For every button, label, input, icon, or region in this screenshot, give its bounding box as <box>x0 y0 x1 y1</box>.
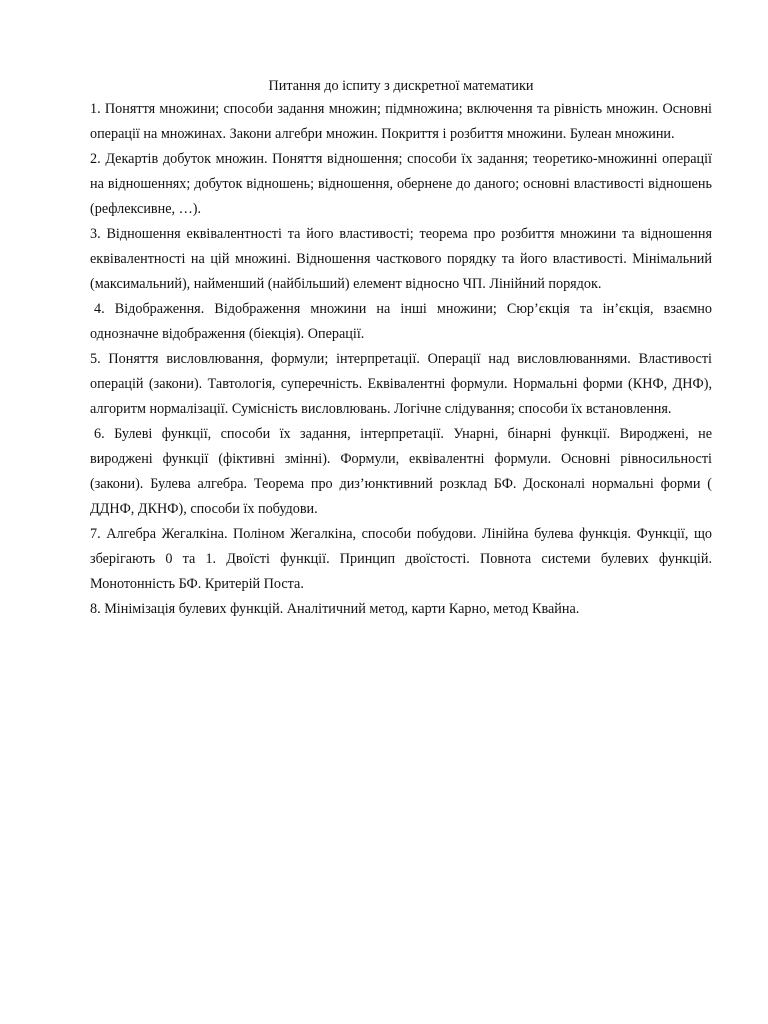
question-6: 6. Булеві функції, способи їх задання, інтерпретації. Унарні, бінарні функції. Вироджені, не вироджені функції (фіктивні змінні). Формули, еквівалентні формули. Основні рівносильності (закони). Булева алгебра. Теорема про диз’юнктивний розклад БФ. Досконалі нормальні форми ( ДДНФ, ДКНФ), способи їх побудови. <box>90 426 712 517</box>
document-content <box>90 76 712 622</box>
document-title: Питання до іспиту з дискретної математики <box>268 78 534 94</box>
question-7: 7. Алгебра Жегалкіна. Поліном Жегалкіна, способи побудови. Лінійна булева функція. Функції, що зберігають 0 та 1. Двоїсті функції. Принцип двоїстості. Повнота системи булевих функцій. Монотонність БФ. Критерій Поста. <box>90 526 712 592</box>
question-1: 1. Поняття множини; способи задання множин; підмножина; включення та рівність множин. Основні операції на множинах. Закони алгебри множин. Покриття і розбиття множини. Булеан множини. <box>90 101 712 142</box>
question-4: 4. Відображення. Відображення множини на інші множини; Сюр’єкція та ін’єкція, взаємно однозначне відображення (біекція). Операції. <box>90 301 712 342</box>
question-5: 5. Поняття висловлювання, формули; інтерпретації. Операції над висловлюваннями. Властивості операцій (закони). Тавтологія, суперечність. Еквівалентні формули. Нормальні форми (КНФ, ДНФ), алгоритм нормалізації. Сумісність висловлювань. Логічне слідування; способи їх встановлення. <box>90 351 712 417</box>
question-8: 8. Мінімізація булевих функцій. Аналітичний метод, карти Карно, метод Квайна. <box>90 601 580 617</box>
question-2: 2. Декартів добуток множин. Поняття відношення; способи їх задання; теоретико-множинні операції на відношеннях; добуток відношень; відношення, обернене до даного; основні властивості відношень (рефлексивне, …). <box>90 151 712 217</box>
question-3: 3. Відношення еквівалентності та його властивості; теорема про розбиття множини та відношення еквівалентності на цій множині. Відношення часткового порядку та його властивості. Мінімальний (максимальний), найменший (найбільший) елемент відносно ЧП. Лінійний порядок. <box>90 226 712 292</box>
